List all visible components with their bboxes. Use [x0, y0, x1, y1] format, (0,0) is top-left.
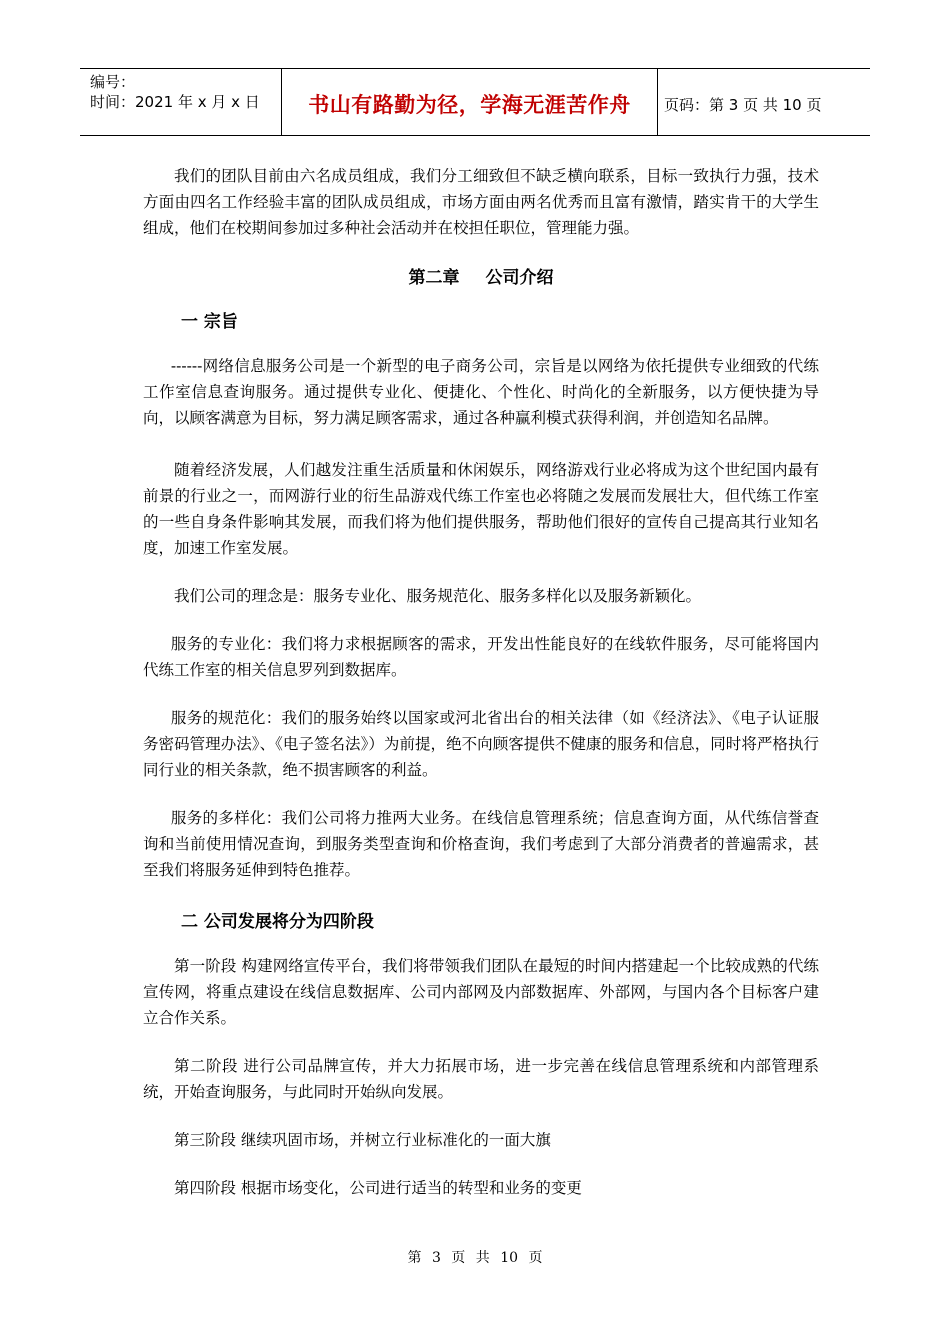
document-date: 时间：2021 年 x 月 x 日 [90, 93, 260, 111]
document-number-label: 编号： [90, 73, 136, 91]
paragraph-professional: 服务的专业化：我们将力求根据顾客的需求，开发出性能良好的在线软件服务，尽可能将国内代练工作室的相关信息罗列到数据库。 [143, 635, 819, 679]
paragraph-philosophy: 我们公司的理念是：服务专业化、服务规范化、服务多样化以及服务新颖化。 [174, 587, 702, 605]
paragraph-background: 随着经济发展，人们越发注重生活质量和休闲娱乐，网络游戏行业必将成为这个世纪国内最有前景的行业之一，而网游行业的衍生品游戏代练工作室也必将随之发展而发展壮大，但代练工作室的一些自身条件影响其发展，而我们将为他们提供服务，帮助他们很好的宣传自己提高其行业知名度，加速工作室发展。 [143, 461, 819, 557]
paragraph-stage-four: 第四阶段 根据市场变化，公司进行适当的转型和业务的变更 [174, 1179, 582, 1197]
paragraph-standardized: 服务的规范化：我们的服务始终以国家或河北省出台的相关法律（如《经济法》、《电子认证服务密码管理办法》、《电子签名法》）为前提，绝不向顾客提供不健康的服务和信息，同时将严格执行同行业的相关条款，绝不损害顾客的利益。 [143, 709, 819, 779]
section-title-stages: 二 公司发展将分为四阶段 [181, 912, 374, 932]
paragraph-diversified: 服务的多样化：我们公司将力推两大业务。在线信息管理系统；信息查询方面，从代练信誉查询和当前使用情况查询，到服务类型查询和价格查询，我们考虑到了大部分消费者的普遍需求，甚至我们将服务延伸到特色推荐。 [143, 809, 819, 879]
section-title-purpose: 一 宗旨 [181, 312, 238, 332]
header-motto-cell [282, 69, 658, 135]
paragraph-stage-two: 第二阶段 进行公司品牌宣传，并大力拓展市场，进一步完善在线信息管理系统和内部管理系统，开始查询服务，与此同时开始纵向发展。 [143, 1057, 819, 1101]
paragraph-stage-three: 第三阶段 继续巩固市场，并树立行业标准化的一面大旗 [174, 1131, 551, 1149]
document-body [143, 163, 819, 1201]
header-page-info-cell [658, 69, 870, 135]
paragraph-stage-one: 第一阶段 构建网络宣传平台，我们将带领我们团队在最短的时间内搭建起一个比较成熟的代练宣传网，将重点建设在线信息数据库、公司内部网及内部数据库、外部网，与国内各个目标客户建立合作关系。 [143, 957, 819, 1027]
paragraph-team: 我们的团队目前由六名成员组成，我们分工细致但不缺乏横向联系，目标一致执行力强，技术方面由四名工作经验丰富的团队成员组成，市场方面由两名优秀而且富有激情，踏实肯干的大学生组成，他们在校期间参加过多种社会活动并在校担任职位，管理能力强。 [143, 167, 819, 237]
header-motto: 书山有路勤为径，学海无涯苦作舟 [308, 93, 631, 117]
page-footer: 第 3 页 共 10 页 [407, 1250, 543, 1266]
header-meta [80, 69, 282, 135]
paragraph-purpose: ------网络信息服务公司是一个新型的电子商务公司，宗旨是以网络为依托提供专业细致的代练工作室信息查询服务。通过提供专业化、便捷化、个性化、时尚化的全新服务，以方便快捷为导向，以顾客满意为目标，努力满足顾客需求，通过各种赢利模式获得利润，并创造知名品牌。 [143, 357, 819, 427]
page-header [80, 68, 870, 136]
header-page-info: 页码：第 3 页 共 10 页 [664, 95, 822, 114]
chapter-title: 第二章 公司介绍 [408, 268, 554, 288]
